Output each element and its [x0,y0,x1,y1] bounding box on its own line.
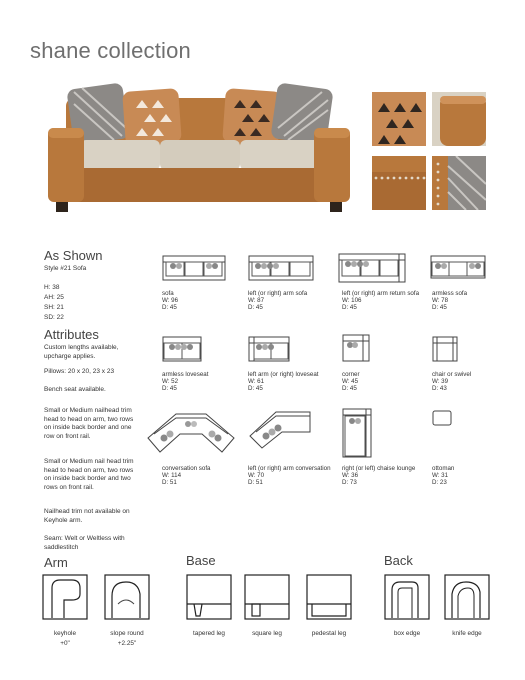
square-leg-icon [244,574,290,620]
base-option-pedestal-leg: pedestal leg [311,630,347,637]
config-width: W: 52 [162,378,179,385]
detail-arm-thumbnail [432,92,486,146]
config-depth: D: 51 [248,479,263,486]
config-width: W: 36 [342,472,359,479]
config-width: W: 96 [162,297,179,304]
chaise-lounge-diagram [342,408,372,458]
attribute-note: Custom lengths available, upcharge applies. [44,344,119,360]
corner-diagram [342,334,370,362]
config-width: W: 39 [432,378,449,385]
arm-option-slope-round: slope round [110,630,144,637]
arm-option-keyhole: keyhole [53,630,77,637]
attribute-note: Bench seat available. [44,386,106,393]
config-depth: D: 45 [342,385,357,392]
config-name-left-arm-sofa: left (or right) arm sofa [248,290,308,297]
sofa-diagram [162,255,226,281]
attribute-note: Small or Medium nail head trim head to head on arm, two rows on inside back border and two rows on front rail. [44,458,134,491]
dimension-sd: SD: 22 [44,314,64,321]
base-option-square-leg: square leg [252,630,282,637]
config-name-arm-conversation: left (or right) arm conversation [248,465,331,472]
hero-sofa-image [38,78,358,218]
config-depth: D: 23 [432,479,447,486]
ottoman-diagram [432,410,452,426]
attribute-note: Nailhead trim not available on Keyhole arm. [44,508,130,524]
dimension-ah: AH: 25 [44,294,64,301]
config-name-armless-loveseat: armless loveseat [162,371,209,378]
config-depth: D: 43 [432,385,447,392]
config-name-conversation-sofa: conversation sofa [162,465,211,472]
config-name-armless-sofa: armless sofa [432,290,468,297]
armless-loveseat-diagram [162,336,202,362]
arm-heading: Arm [44,555,68,570]
keyhole-arm-icon [42,574,88,620]
config-name-sofa: sofa [162,290,174,297]
config-name-corner: corner [342,371,360,378]
config-width: W: 70 [248,472,265,479]
knife-edge-back-icon [444,574,490,620]
back-option-box-edge: box edge [393,630,421,637]
config-width: W: 78 [432,297,449,304]
left-arm-loveseat-diagram [248,336,290,362]
back-option-knife-edge: knife edge [452,630,482,637]
dimension-h: H: 38 [44,284,60,291]
config-name-left-arm-loveseat: left arm (or right) loveseat [248,371,319,378]
config-width: W: 31 [432,472,449,479]
base-heading: Base [186,553,216,568]
detail-nailhead-thumbnail [372,156,426,210]
config-width: W: 114 [162,472,182,479]
conversation-sofa-diagram [146,408,236,454]
config-width: W: 106 [342,297,362,304]
attribute-note: Seam: Welt or Weltless with saddlestitch [44,535,125,551]
config-width: W: 87 [248,297,265,304]
box-edge-back-icon [384,574,430,620]
pedestal-leg-icon [306,574,352,620]
config-depth: D: 45 [162,304,177,311]
config-depth: D: 73 [342,479,357,486]
config-depth: D: 45 [248,304,263,311]
config-depth: D: 45 [248,385,263,392]
detail-fabric-thumbnail [432,156,486,210]
arm-conversation-diagram [248,408,312,450]
detail-pillow-thumbnail [372,92,426,146]
back-heading: Back [384,553,413,568]
arm-option-keyhole-price: +0" [60,640,70,647]
dimension-sh: SH: 21 [44,304,64,311]
config-name-arm-return-sofa: left (or right) arm return sofa [342,290,420,297]
arm-return-sofa-diagram [338,253,406,283]
config-name-ottoman: ottoman [432,465,455,472]
left-arm-sofa-diagram [248,255,314,281]
page-title: shane collection [30,38,191,63]
config-name-chaise-lounge: right (or left) chaise lounge [342,465,416,472]
attribute-note: Pillows: 20 x 20, 23 x 23 [44,368,115,375]
config-name-chair: chair or swivel [432,371,472,378]
tapered-leg-icon [186,574,232,620]
config-depth: D: 45 [342,304,357,311]
config-depth: D: 45 [432,304,447,311]
config-depth: D: 51 [162,479,177,486]
base-option-tapered-leg: tapered leg [193,630,225,637]
attribute-note: Small or Medium nailhead trim head to head on arm, two rows on inside back border and one row on front rail. [44,407,134,440]
arm-option-slope-round-price: +2.25" [117,640,137,647]
config-width: W: 61 [248,378,265,385]
as-shown-heading: As Shown [44,248,103,263]
as-shown-style: Style #21 Sofa [44,265,87,272]
config-width: W: 45 [342,378,359,385]
config-depth: D: 45 [162,385,177,392]
chair-diagram [432,336,458,362]
attributes-heading: Attributes [44,327,99,342]
slope-round-arm-icon [104,574,150,620]
armless-sofa-diagram [430,255,486,279]
